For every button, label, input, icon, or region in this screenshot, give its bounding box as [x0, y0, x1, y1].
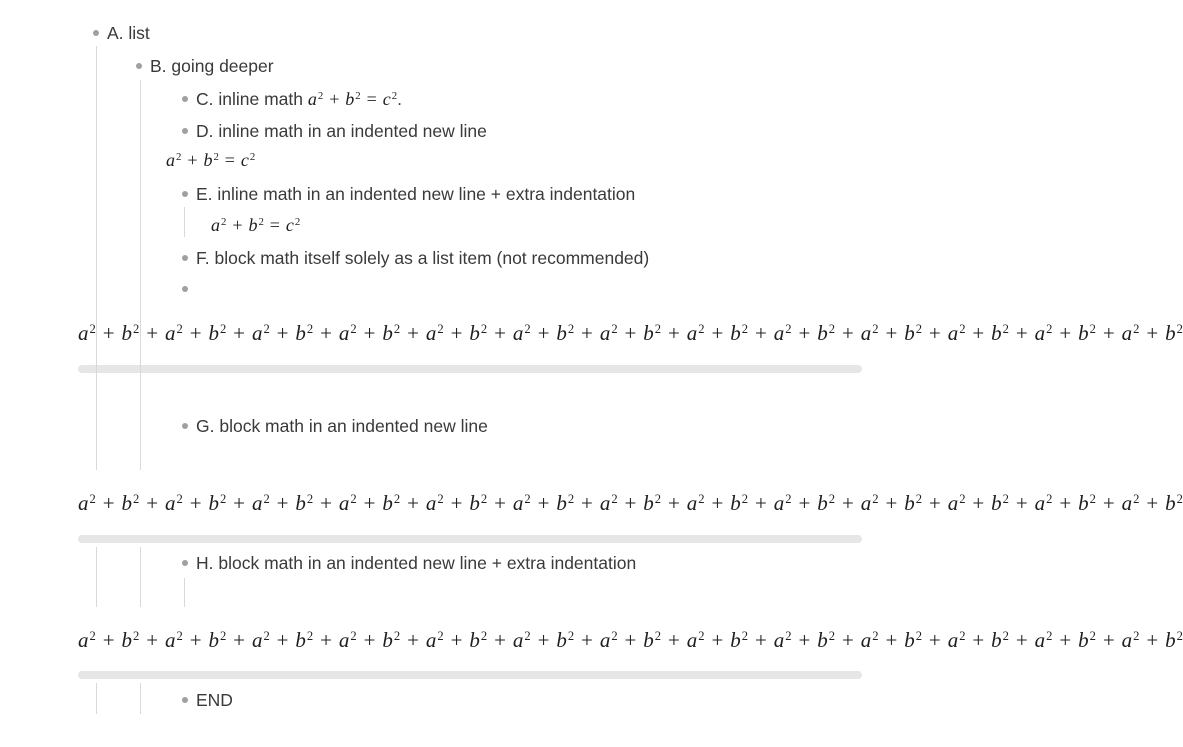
guide-line-a-1 [96, 46, 97, 470]
outline-item-h[interactable] [182, 551, 636, 575]
outline-item-g[interactable] [182, 414, 488, 438]
bullet-icon[interactable] [182, 96, 188, 102]
outline-item-d[interactable] [182, 119, 487, 143]
inline-math-d-newline[interactable]: $a^2 + b^2 = c^2$ [166, 150, 256, 170]
outline-item-a[interactable] [93, 21, 150, 45]
block-math-2-scrollbar[interactable] [78, 535, 862, 543]
outline-item-a-label: A. list [107, 22, 150, 43]
guide-line-b-3 [140, 683, 141, 714]
outline-item-f-label: F. block math itself solely as a list item (not recommended) [196, 247, 650, 268]
guide-line-a-3 [96, 683, 97, 714]
outline-item-h-label: H. block math in an indented new line + extra indentation [196, 552, 637, 573]
inline-math-e-newline[interactable]: $a^2 + b^2 = c^2$ [211, 215, 301, 235]
outline-item-e-label: E. inline math in an indented new line + extra indentation [196, 183, 636, 204]
block-math-1-scrollbar[interactable] [78, 365, 862, 373]
guide-line-b-2 [140, 547, 141, 607]
inline-math-c: $a^2 + b^2 = c^2$ [307, 88, 398, 109]
bullet-icon[interactable] [136, 63, 142, 69]
guide-line-a-2 [96, 547, 97, 607]
outline-item-b-label: B. going deeper [150, 55, 274, 76]
outline-item-c-suffix: . [397, 88, 403, 109]
outline-item-empty[interactable] [182, 277, 196, 301]
outline-item-end-label: END [196, 689, 233, 710]
block-math-2[interactable]: $a^2 + b^2 + a^2 + b^2 + a^2 + b^2 + a^2 + b^2 + a^2 + b^2 + a^2 + b^2 + a^2 + b^2 + a^2 + b^2 + a^2 + b^2 + a^2 + b^2 + a^2 + b^2 + a^2 + b^2 + a^2 + b^2$ [78, 491, 1183, 515]
outline-item-g-label: G. block math in an indented new line [196, 415, 488, 436]
outline-item-f[interactable] [182, 246, 649, 270]
bullet-icon[interactable] [182, 128, 188, 134]
bullet-icon[interactable] [182, 697, 188, 703]
outline-item-e[interactable] [182, 182, 635, 206]
guide-line-b-1 [140, 80, 141, 470]
bullet-icon[interactable] [182, 191, 188, 197]
block-math-1[interactable]: $a^2 + b^2 + a^2 + b^2 + a^2 + b^2 + a^2 + b^2 + a^2 + b^2 + a^2 + b^2 + a^2 + b^2 + a^2 + b^2 + a^2 + b^2 + a^2 + b^2 + a^2 + b^2 + a^2 + b^2 + a^2 + b^2$ [78, 321, 1183, 345]
block-math-3[interactable]: $a^2 + b^2 + a^2 + b^2 + a^2 + b^2 + a^2 + b^2 + a^2 + b^2 + a^2 + b^2 + a^2 + b^2 + a^2 + b^2 + a^2 + b^2 + a^2 + b^2 + a^2 + b^2 + a^2 + b^2 + a^2 + b^2$ [78, 628, 1183, 652]
bullet-icon[interactable] [93, 30, 99, 36]
outline-item-c-prefix: C. inline math [196, 88, 308, 109]
outline-item-d-label: D. inline math in an indented new line [196, 120, 487, 141]
bullet-icon[interactable] [182, 286, 188, 292]
bullet-icon[interactable] [182, 255, 188, 261]
bullet-icon[interactable] [182, 423, 188, 429]
bullet-icon[interactable] [182, 560, 188, 566]
guide-line-e-indent [184, 207, 185, 237]
outline-item-b[interactable] [136, 54, 274, 78]
block-math-3-scrollbar[interactable] [78, 671, 862, 679]
guide-line-h-indent [184, 578, 185, 607]
outline-item-c[interactable] [182, 87, 402, 111]
outline-item-end[interactable] [182, 688, 233, 712]
